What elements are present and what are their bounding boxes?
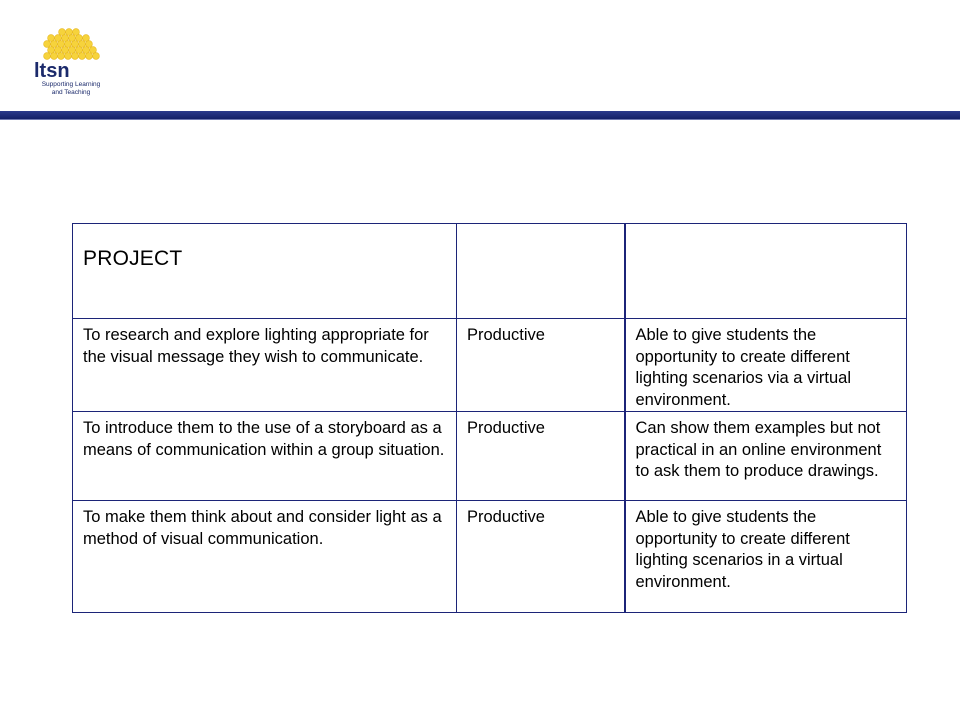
type-cell: Productive (457, 319, 625, 412)
header-empty-cell (457, 224, 625, 319)
table-header-row (73, 224, 907, 319)
header-empty-cell (625, 224, 907, 319)
honeycomb-icon (38, 28, 100, 62)
header-bar (0, 111, 960, 120)
type-cell: Productive (457, 412, 625, 501)
logo-wordmark: ltsn (34, 60, 70, 82)
header-bar-rule (0, 119, 960, 120)
objective-cell: To make them think about and consider light as a method of visual communication. (73, 501, 457, 613)
comment-cell: Able to give students the opportunity to create different lighting scenarios via a virtual environment. (625, 319, 907, 412)
comment-cell: Can show them examples but not practical in an online environment to ask them to produce drawings. (625, 412, 907, 501)
table-title: PROJECT (83, 247, 183, 270)
ltsn-logo (32, 28, 104, 94)
comment-cell: Able to give students the opportunity to create different lighting scenarios in a virtual environment. (625, 501, 907, 613)
table-row (73, 412, 907, 501)
type-cell: Productive (457, 501, 625, 613)
logo-tagline-line1: Supporting Learning (41, 81, 101, 88)
table-title-cell (73, 224, 457, 319)
project-table (72, 223, 907, 613)
objective-cell: To introduce them to the use of a storyboard as a means of communication within a group situation. (73, 412, 457, 501)
objective-cell: To research and explore lighting appropriate for the visual message they wish to communicate. (73, 319, 457, 412)
table-row (73, 319, 907, 412)
logo-tagline-line2: and Teaching (51, 88, 91, 96)
logo-tagline (36, 81, 106, 96)
table-row (73, 501, 907, 613)
